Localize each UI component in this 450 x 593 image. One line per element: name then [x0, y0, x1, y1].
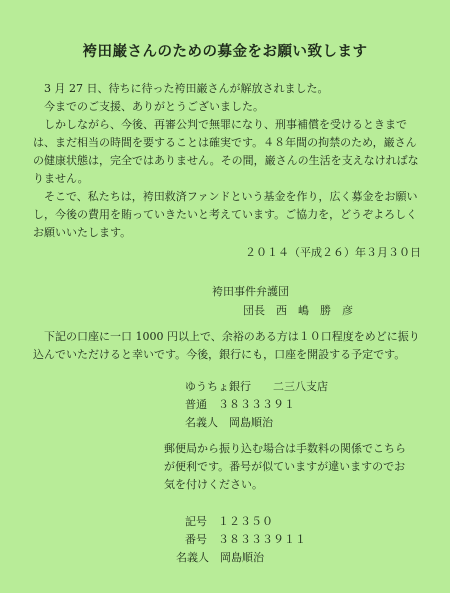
document-title: 袴田巌さんのための募金をお願い致します: [82, 43, 368, 60]
bank-holder: 名義人 岡島順治: [185, 416, 273, 429]
postal-symbol: 記号 １２３５０: [185, 515, 273, 528]
postal-note: 郵便局から振り込む場合は手数料の関係でこちらが便利です。番号が似ていますが違いますのでお気を付けください。: [164, 442, 406, 491]
date-line: ２０１４（平成２６）年３月３０日: [245, 246, 421, 259]
leader-name: 団長 西 嶋 勝 彦: [243, 304, 353, 317]
paragraph-fund: そこで、私たちは，袴田救済ファンドという基金を作り，広く募金をお願いし，今後の費用を賄っていきたいと考えています。ご協力を，どうぞよろしくお願いいたします。: [33, 190, 418, 239]
postal-number: 番号 ３８３３３９１１: [185, 533, 306, 546]
paragraph-request: 下記の口座に一口 1000 円以上で、余裕のある方は１０口程度をめどに振り込んでいただけると幸いです。今後，銀行にも，口座を開設する予定です。: [33, 330, 420, 361]
paragraph-situation: しかしながら、今後、再審公判で無罪になり、刑事補償を受けるときまでは、まだ相当の時間を要することは確実です。４８年間の拘禁のため，巌さんの健康状態は，完全ではありません。その間，巌さんの生活を支えなければなりません。: [33, 118, 419, 185]
postal-holder: 名義人 岡島順治: [176, 551, 264, 564]
bank-account: 普通 ３８３３３９１: [185, 398, 295, 411]
paragraph-thanks: 今までのご支援、ありがとうございました。: [33, 100, 264, 113]
bank-name: ゆうちょ銀行 二三八支店: [185, 380, 328, 393]
paragraph-release: 3 月 27 日、待ちに待った袴田巌さんが解放されました。: [33, 82, 329, 95]
organization-name: 袴田事件弁護団: [212, 285, 289, 298]
